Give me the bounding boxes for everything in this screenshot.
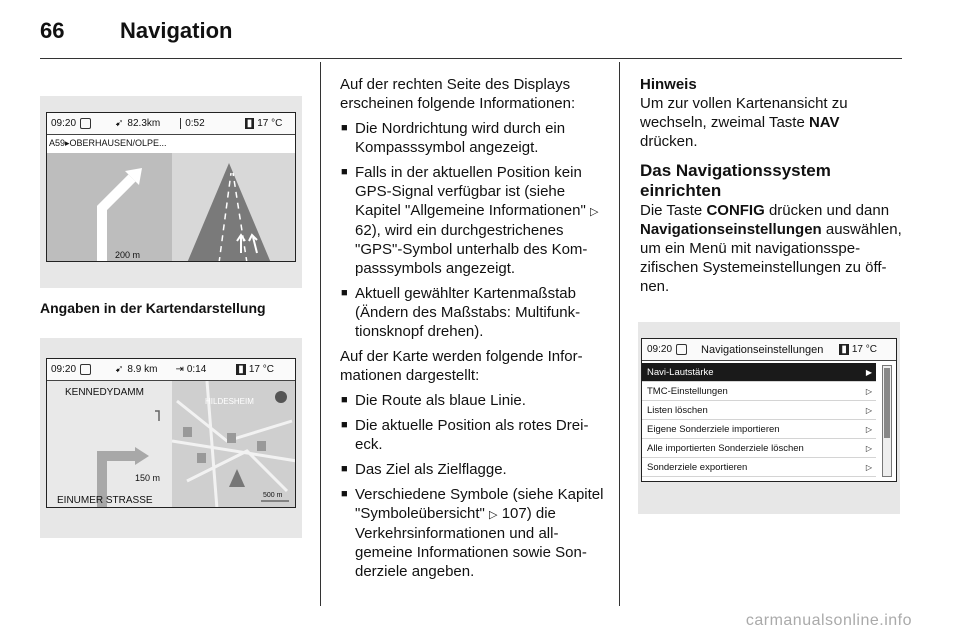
right-column — [640, 75, 905, 302]
menu-item-sonderziele-exportieren[interactable]: Sonderziele exportieren ▷ — [642, 458, 876, 477]
street-name-bottom: EINUMER STRASSE — [57, 495, 153, 506]
chevron-right-icon: ▷ — [865, 424, 872, 434]
compass-icon — [80, 118, 91, 129]
temperature-icon: ▮ — [246, 118, 253, 129]
section-heading: Das Navigationssystem einrichten — [640, 161, 831, 200]
status-bar: 09:20 ➹ 8.9 km ⇥ 0:14 ▮ 17 °C — [47, 359, 295, 381]
list-item: ■ Die Nordrichtung wird durch ein Kompasssymbol angezeigt. — [340, 119, 608, 157]
compass-icon — [80, 364, 91, 375]
menu-item-sonderziele-importieren[interactable]: Eigene Sonderziele importieren ▷ — [642, 420, 876, 439]
column-divider-1 — [320, 62, 321, 606]
settings-screen-image — [638, 322, 900, 514]
figure-caption: Angaben in der Kartendarstellung — [40, 300, 266, 316]
map-city-label: HILDESHEIM — [205, 397, 254, 406]
chevron-right-icon: ▷ — [865, 405, 872, 415]
list-item: ■ Aktuell gewählter Kartenmaßstab (Ändern des Maßstabs: Multifunktionsknopf drehen). — [340, 284, 608, 341]
list-item: ■ Die Route als blaue Linie. — [340, 391, 608, 410]
street-name-top: KENNEDYDAMM — [65, 387, 144, 398]
bullet-list — [340, 119, 608, 341]
list-item: ■ Die aktuelle Position als rotes Dreieck. — [340, 416, 608, 454]
temperature-icon: ▮ — [841, 344, 847, 355]
middle-column — [340, 75, 608, 587]
menu-item-navi-lautstaerke[interactable]: Navi-Lautstärke ▶ — [642, 363, 876, 382]
distance-icon: ➹ — [115, 364, 124, 375]
compass-icon — [676, 344, 687, 355]
bullet-list — [340, 391, 608, 581]
temperature-icon: ▮ — [238, 364, 244, 375]
list-item: ■ Das Ziel als Zielflagge. — [340, 460, 608, 479]
hint-text: Um zur vollen Kartenansicht zu wechseln, zweimal Taste NAV drücken. — [640, 95, 848, 150]
menu-item-tmc-einstellungen[interactable]: TMC-Einstellungen ▷ — [642, 382, 876, 401]
chevron-right-icon: ▷ — [865, 443, 872, 453]
column-divider-2 — [619, 62, 620, 606]
road-sign-label: A59▸OBERHAUSEN/OLPE... — [49, 138, 167, 148]
turn-distance-label: 150 m — [135, 473, 161, 483]
menu-scrollbar[interactable] — [882, 365, 892, 477]
map-graphic — [47, 381, 296, 508]
page-number: 66 — [40, 18, 65, 43]
menu-item-sonderziele-loeschen[interactable]: Alle importierten Sonderziele löschen ▷ — [642, 439, 876, 458]
turn-distance-label: 200 m — [115, 250, 141, 260]
hint-title: Hinweis — [640, 76, 697, 93]
paragraph: Auf der Karte werden folgende Informationen dargestellt: — [340, 348, 583, 384]
guidance-graphic — [47, 153, 296, 262]
guidance-screen-image — [40, 96, 302, 288]
scrollbar-thumb[interactable] — [884, 368, 890, 438]
chevron-right-icon: ▷ — [865, 386, 872, 396]
distance-icon: ➹ — [115, 118, 124, 129]
page-reference-icon: ▷ — [589, 205, 599, 218]
map-scale-label: 500 m — [263, 492, 283, 499]
chevron-right-icon: ▷ — [865, 462, 872, 472]
status-bar: 09:20 ➹ 82.3km 0:52 ▮ 17 °C — [47, 113, 295, 135]
page-header — [40, 18, 232, 48]
paragraph: Auf der rechten Seite des Displays erscheinen folgende Informationen: — [340, 76, 576, 112]
header-rule — [40, 58, 902, 59]
menu-item-listen-loeschen[interactable]: Listen löschen ▷ — [642, 401, 876, 420]
destination-icon: ⇥ — [175, 364, 184, 375]
status-bar: 09:20 Navigationseinstellungen ▮ 17 °C — [642, 339, 896, 361]
watermark: carmanualsonline.info — [745, 612, 912, 629]
page-reference-icon: ▷ — [489, 508, 498, 521]
map-screen-image — [40, 338, 302, 538]
chevron-right-icon: ▶ — [865, 367, 872, 377]
paragraph: Die Taste CONFIG drücken und dann Navigationseinstellungen auswählen, um ein Menü mit navigationsspezifischen Systemeinstellungen zu öffnen. — [640, 202, 902, 295]
page-title: Navigation — [120, 18, 233, 43]
list-item: ■ Verschiedene Symbole (siehe Kapitel "Symboleübersicht" ▷ 107) die Verkehrsinformationen und allgemeine Informationen sowie Sonderziele angeben. — [340, 485, 608, 581]
list-item: ■ Falls in der aktuellen Position kein GPS-Signal verfügbar ist (siehe Kapitel "Allgemeine Informationen" ▷ 62), wird ein durchgestrichenes "GPS"-Symbol unterhalb des Kompasssymbols angezeigt. — [340, 163, 608, 278]
